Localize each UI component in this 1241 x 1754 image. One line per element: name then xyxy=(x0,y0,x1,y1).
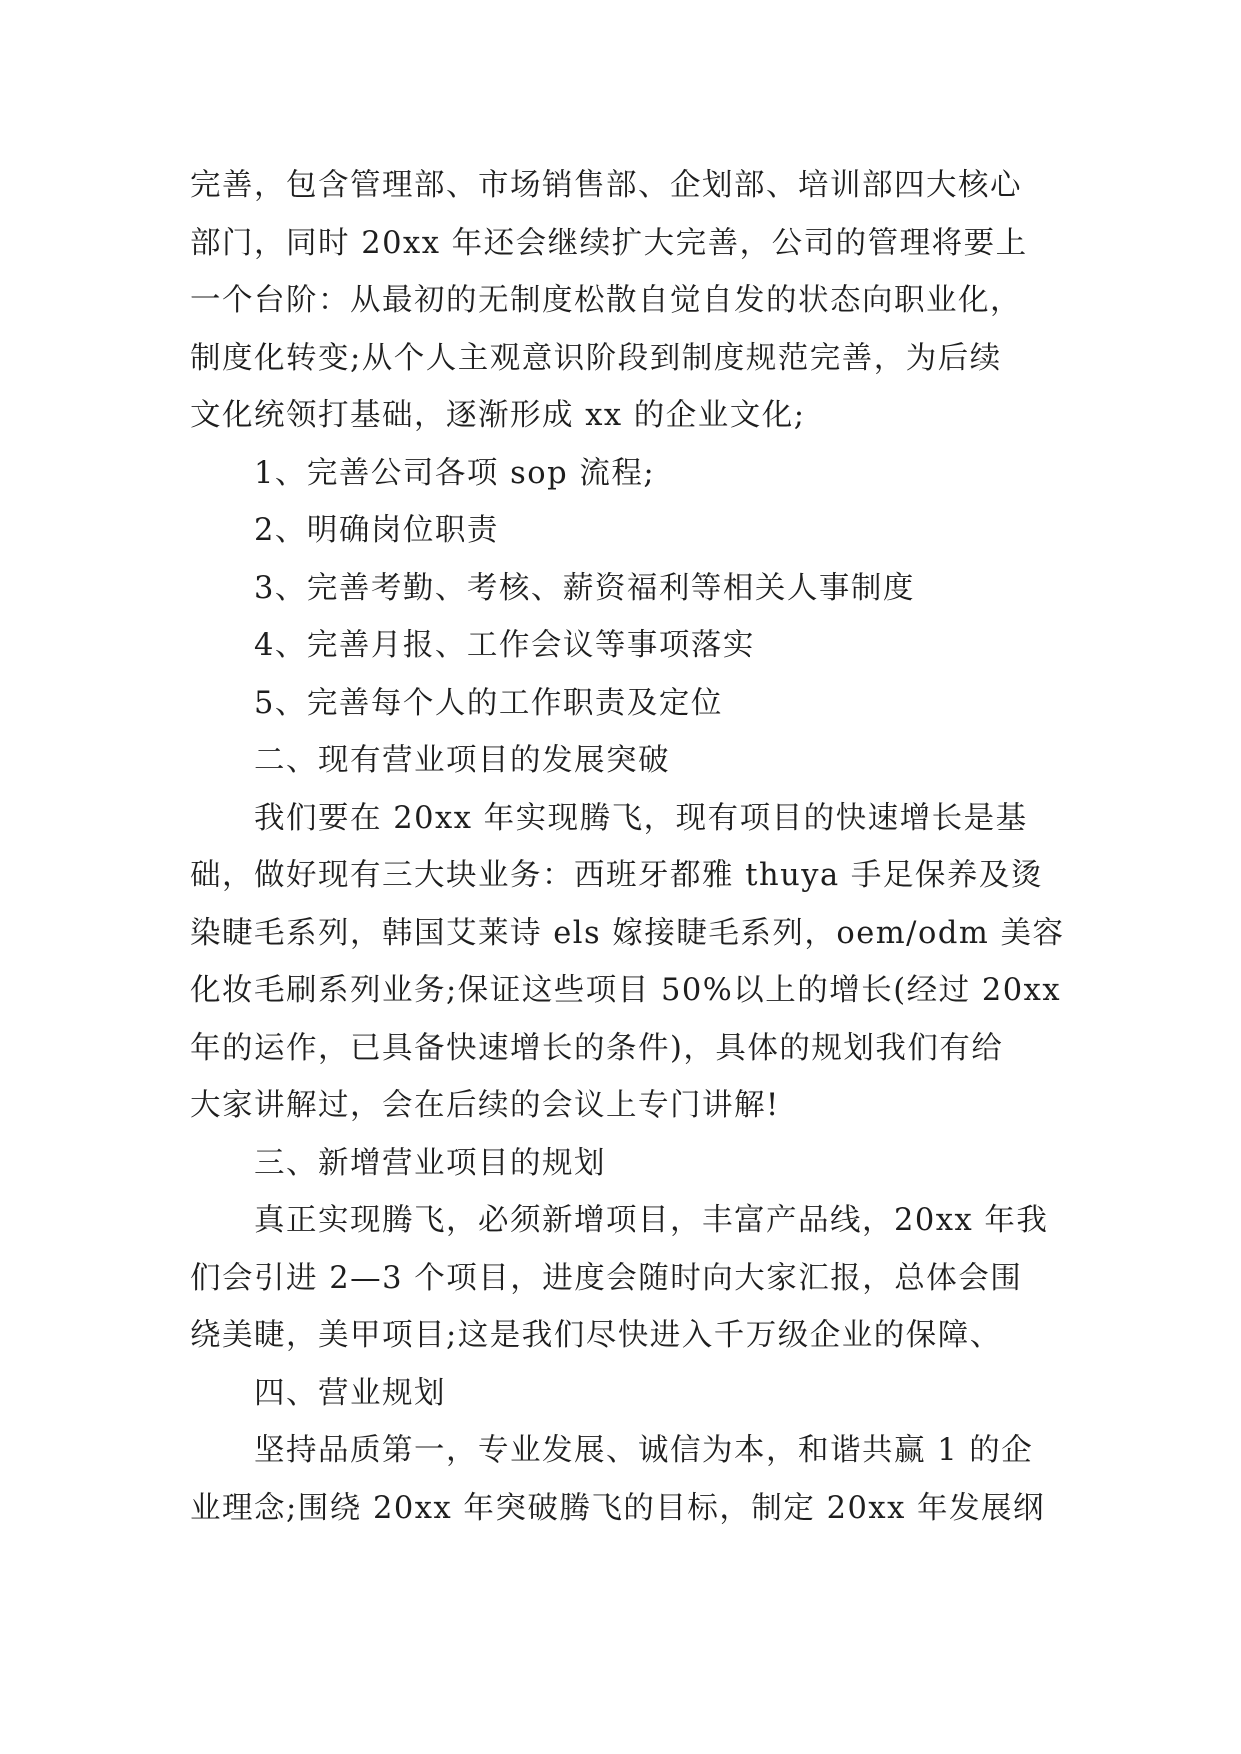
text-line: 大家讲解过，会在后续的会议上专门讲解! xyxy=(190,1088,780,1123)
text-line: 年的运作，已具备快速增长的条件)，具体的规划我们有给 xyxy=(190,1030,1004,1066)
list-item: 5、完善每个人的工作职责及定位 xyxy=(254,685,723,721)
text-line: 业理念;围绕 20xx 年突破腾飞的目标，制定 20xx 年发展纲 xyxy=(190,1490,1045,1526)
text-line: 坚持品质第一，专业发展、诚信为本，和谐共赢 1 的企 xyxy=(254,1433,1034,1468)
text-line: 们会引进 2—3 个项目，进度会随时向大家汇报，总体会围 xyxy=(190,1260,1023,1296)
text-line: 染睫毛系列，韩国艾莱诗 els 嫁接睫毛系列，oem/odm 美容 xyxy=(190,915,1065,951)
list-item: 4、完善月报、工作会议等事项落实 xyxy=(254,628,755,663)
document-body xyxy=(190,157,1065,1537)
text-line: 部门，同时 20xx 年还会继续扩大完善，公司的管理将要上 xyxy=(190,225,1028,261)
text-line: 真正实现腾飞，必须新增项目，丰富产品线，20xx 年我 xyxy=(254,1203,1049,1238)
text-line: 文化统领打基础，逐渐形成 xx 的企业文化; xyxy=(190,398,806,433)
text-line: 制度化转变;从个人主观意识阶段到制度规范完善，为后续 xyxy=(190,340,1002,376)
section-heading: 四、营业规划 xyxy=(254,1375,446,1411)
section-heading: 二、现有营业项目的发展突破 xyxy=(254,743,670,778)
list-item: 3、完善考勤、考核、薪资福利等相关人事制度 xyxy=(254,570,915,606)
text-line: 础，做好现有三大块业务：西班牙都雅 thuya 手足保养及烫 xyxy=(190,858,1043,893)
text-line: 我们要在 20xx 年实现腾飞，现有项目的快速增长是基 xyxy=(254,800,1028,836)
text-line: 化妆毛刷系列业务;保证这些项目 50%以上的增长(经过 20xx xyxy=(190,973,1062,1008)
list-item: 1、完善公司各项 sop 流程; xyxy=(254,455,656,491)
list-item: 2、明确岗位职责 xyxy=(254,513,499,548)
text-line: 一个台阶：从最初的无制度松散自觉自发的状态向职业化， xyxy=(190,283,1022,318)
section-heading: 三、新增营业项目的规划 xyxy=(254,1145,606,1181)
text-line: 完善，包含管理部、市场销售部、企划部、培训部四大核心 xyxy=(190,168,1022,203)
text-line: 绕美睫，美甲项目;这是我们尽快进入千万级企业的保障、 xyxy=(190,1318,1002,1353)
